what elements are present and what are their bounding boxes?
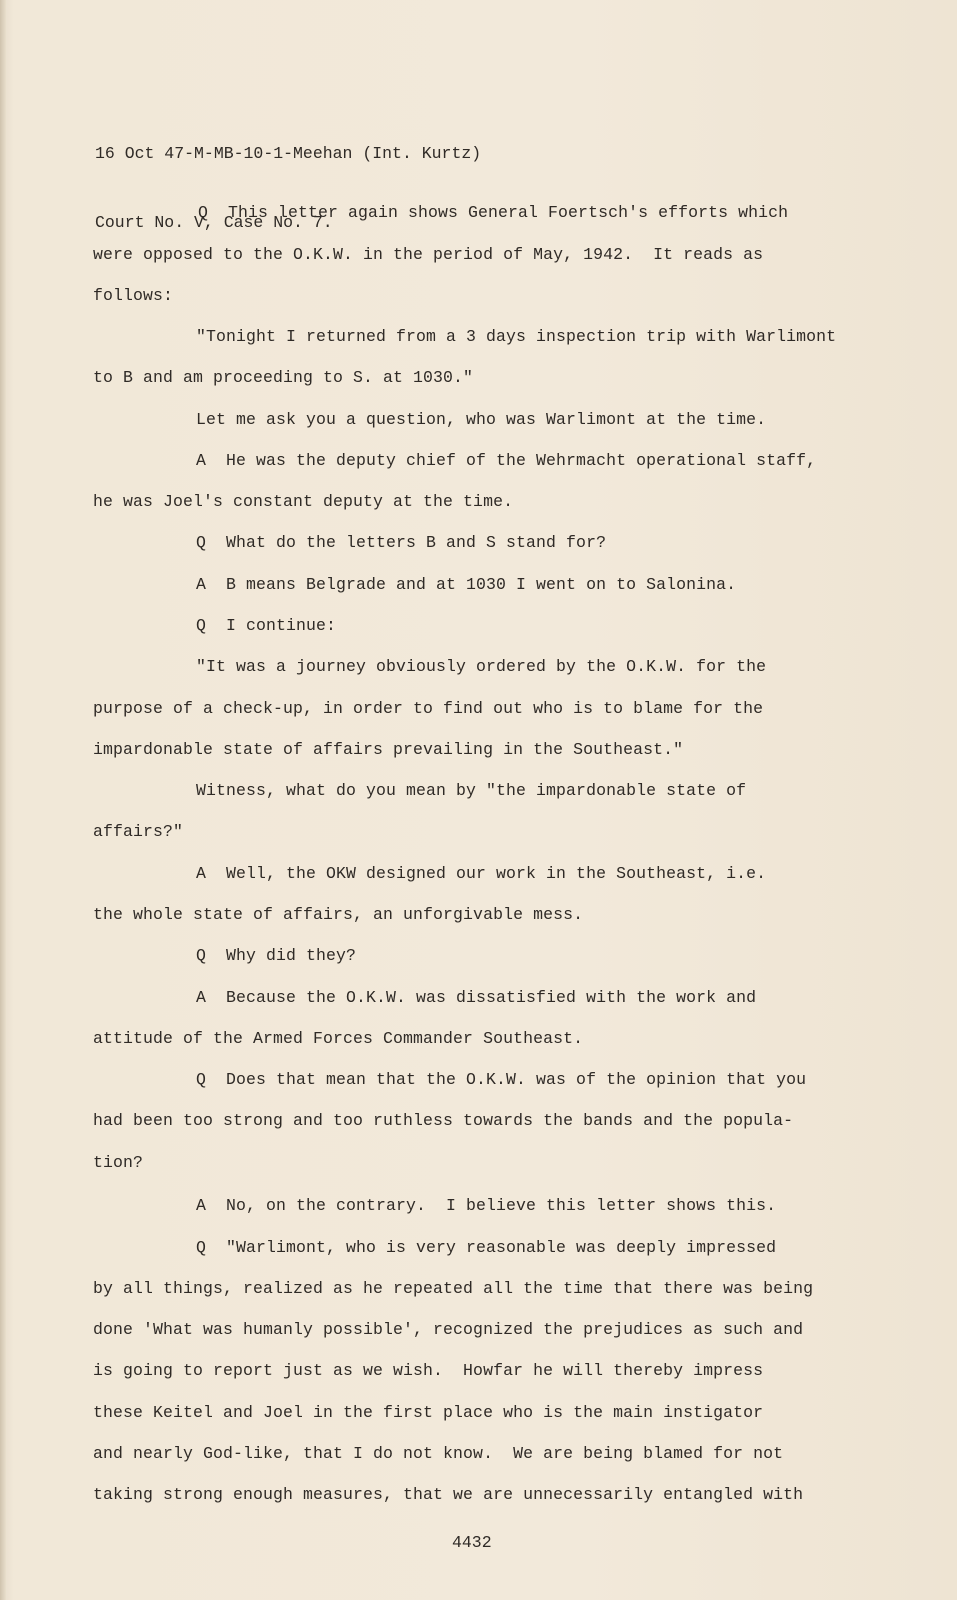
- body-line: Q Does that mean that the O.K.W. was of the opinion that you: [196, 1070, 807, 1089]
- body-line: Witness, what do you mean by "the impardonable state of: [196, 781, 747, 800]
- page-number: 4432: [452, 1533, 492, 1552]
- body-line: A Because the O.K.W. was dissatisfied with the work and: [196, 988, 757, 1007]
- body-line: were opposed to the O.K.W. in the period of May, 1942. It reads as: [93, 245, 764, 264]
- body-line: impardonable state of affairs prevailing in the Southeast.": [93, 740, 684, 759]
- body-line: purpose of a check-up, in order to find out who is to blame for the: [93, 699, 764, 718]
- body-line: taking strong enough measures, that we are unnecessarily entangled with: [93, 1485, 804, 1504]
- page-edge: [0, 0, 6, 1600]
- body-line: Q "Warlimont, who is very reasonable was deeply impressed: [196, 1238, 777, 1257]
- body-line: done 'What was humanly possible', recognized the prejudices as such and: [93, 1320, 804, 1339]
- body-line: Let me ask you a question, who was Warlimont at the time.: [196, 410, 767, 429]
- header-line-2: Court No. V, Case No. 7.: [95, 213, 333, 232]
- body-line: tion?: [93, 1153, 144, 1172]
- body-line: Q Why did they?: [196, 946, 357, 965]
- body-line: A He was the deputy chief of the Wehrmacht operational staff,: [196, 451, 817, 470]
- header-line-1: 16 Oct 47-M-MB-10-1-Meehan (Int. Kurtz): [95, 144, 482, 163]
- body-line: is going to report just as we wish. Howfar he will thereby impress: [93, 1361, 764, 1380]
- body-line: the whole state of affairs, an unforgivable mess.: [93, 905, 584, 924]
- body-line: A Well, the OKW designed our work in the Southeast, i.e.: [196, 864, 767, 883]
- body-line: A B means Belgrade and at 1030 I went on to Salonina.: [196, 575, 737, 594]
- body-line: by all things, realized as he repeated all the time that there was being: [93, 1279, 814, 1298]
- body-line: he was Joel's constant deputy at the time.: [93, 492, 514, 511]
- body-line: to B and am proceeding to S. at 1030.": [93, 368, 474, 387]
- body-line: attitude of the Armed Forces Commander Southeast.: [93, 1029, 584, 1048]
- body-line: follows:: [93, 286, 174, 305]
- body-line: and nearly God-like, that I do not know. We are being blamed for not: [93, 1444, 784, 1463]
- body-line: A No, on the contrary. I believe this letter shows this.: [196, 1196, 777, 1215]
- body-line: "It was a journey obviously ordered by the O.K.W. for the: [196, 657, 767, 676]
- body-line: Q I continue:: [196, 616, 337, 635]
- body-line: Q What do the letters B and S stand for?: [196, 533, 607, 552]
- body-line: had been too strong and too ruthless towards the bands and the popula-: [93, 1111, 794, 1130]
- body-line: these Keitel and Joel in the first place who is the main instigator: [93, 1403, 764, 1422]
- body-line: "Tonight I returned from a 3 days inspection trip with Warlimont: [196, 327, 837, 346]
- body-line: affairs?": [93, 822, 184, 841]
- body-line: Q This letter again shows General Foertsch's efforts which: [198, 203, 789, 222]
